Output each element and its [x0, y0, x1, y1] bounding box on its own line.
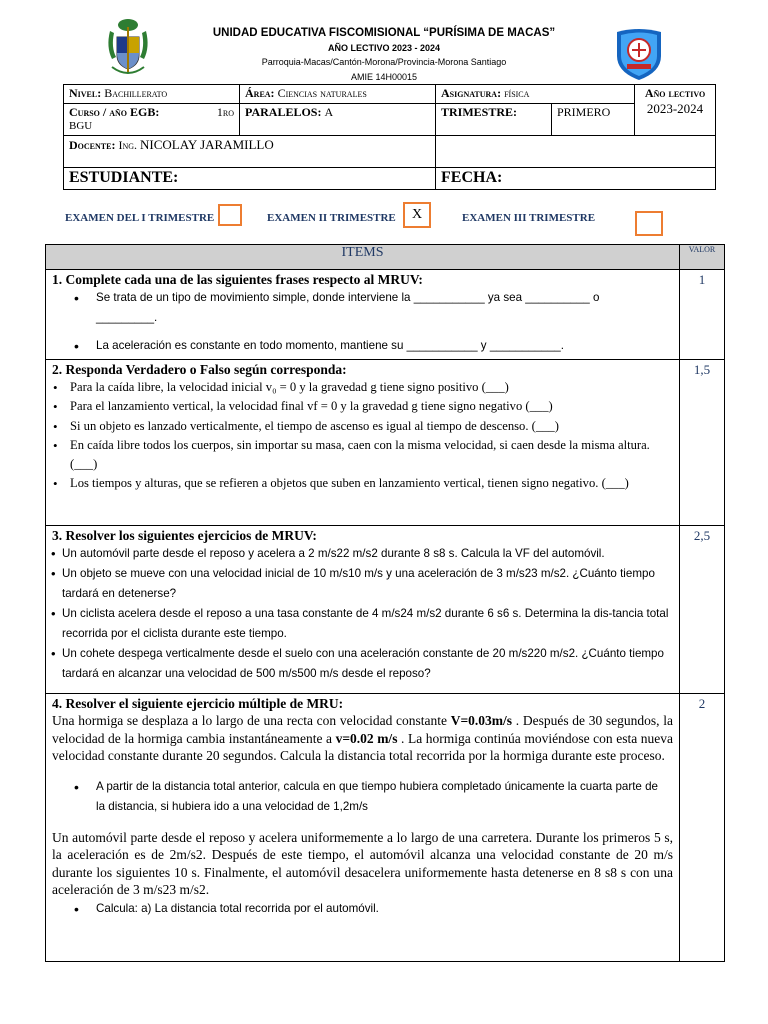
docente-cell: Docente: Ing. NICOLAY JARAMILLO	[64, 136, 436, 168]
anio-lectivo-cell: Año lectivo 2023-2024	[635, 85, 716, 136]
list-item: • Un automóvil parte desde el reposo y acelera a 2 m/s22 m/s2 durante 8 s8 s. Calcula la VF del automóvil.	[46, 544, 679, 564]
paralelos-cell: PARALELOS: A	[240, 104, 436, 136]
list-item: • Un ciclista acelera desde el reposo a una tasa constante de 4 m/s24 m/s2 durante 6 s6 s. Determina la dis-tancia total recorrida por el ciclista durante este tiempo.	[46, 604, 679, 644]
question-3	[46, 526, 680, 694]
school-year: AÑO LECTIVO 2023 - 2024	[327, 43, 441, 53]
question-title: 2. Responda Verdadero o Falso según corresponda:	[52, 362, 347, 377]
exam-iii-checkbox[interactable]	[635, 211, 663, 236]
list-item: • Calcula: a) La distancia total recorrida por el automóvil.	[46, 899, 679, 919]
list-item: • Un objeto se mueve con una velocidad inicial de 10 m/s10 m/s y una aceleración de 3 m/s23 m/s2. ¿Cuánto tiempo tardará en detenerse?	[46, 564, 679, 604]
list-item: • En caída libre todos los cuerpos, sin importar su masa, caen con la misma velocidad, si caen desde la misma altura. (___)	[46, 436, 679, 475]
question-title: 4. Resolver el siguiente ejercicio múltiple de MRU:	[52, 696, 344, 711]
list-item: • Para la caída libre, la velocidad inicial v₀ = 0 y la gravedad g tiene signo positivo (___)	[46, 378, 679, 397]
trimestre-label-cell: TRIMESTRE:	[436, 104, 552, 136]
area-cell: Área: Ciencias naturales	[240, 85, 436, 104]
list-item: • Se trata de un tipo de movimiento simple, donde interviene la ___________ ya sea __________ o _________.	[46, 288, 679, 328]
question-1	[46, 270, 680, 360]
list-item: • Un cohete despega verticalmente desde el suelo con una aceleración constante de 20 m/s220 m/s2. ¿Cuánto tiempo tardará en alcanzar una velocidad de 500 m/s500 m/s desde el reposo?	[46, 644, 679, 684]
car-problem-paragraph: Un automóvil parte desde el reposo y acelera uniformemente a lo largo de una carretera. Durante los primeros 5 s, la aceleración es de 2m/s2. Después de este tiempo, el automóvil alcanza una velocidad constante de 20 m/s durante los siguientes 10 s. Finalmente, el automóvil desacelera uniformemente hasta detenerse en 8 s8 s con una aceleración de 3 m/s23 m/s2.	[52, 829, 673, 897]
question-value: 2	[680, 694, 725, 962]
list-item: • A partir de la distancia total anterior, calcula en que tiempo hubiera completado únicamente la cuarta parte de la distancia, si hubiera ido a una velocidad de 1,2m/s	[46, 777, 679, 817]
exam-ii-label: EXAMEN II TRIMESTRE	[267, 212, 396, 224]
question-row	[46, 526, 725, 694]
exam-iii-label: EXAMEN III TRIMESTRE	[462, 212, 596, 224]
items-header: ITEMS	[46, 245, 680, 270]
school-emblem-logo	[613, 26, 665, 81]
list-item: • Para el lanzamiento vertical, la velocidad final vf = 0 y la gravedad g tiene signo negativo (___)	[46, 397, 679, 416]
list-item: • La aceleración es constante en todo momento, mantiene su ___________ y ___________.	[46, 336, 679, 356]
question-title: 3. Resolver los siguientes ejercicios de MRUV:	[52, 528, 317, 543]
trimestre-value-cell: PRIMERO	[552, 104, 635, 136]
ant-problem-paragraph: Una hormiga se desplaza a lo largo de una recta con velocidad constante V=0.03m/s . Después de 30 segundos, la velocidad de la hormiga cambia instantáneamente a v=0.02 m/s . La hormiga continúa moviéndose con esta nueva velocidad constante durante 20 segundos. Calcula la distancia total recorrida por la hormiga durante este proceso.	[52, 713, 674, 763]
question-row	[46, 270, 725, 360]
question-row	[46, 360, 725, 526]
valor-header: VALOR	[680, 245, 725, 270]
exam-ii-checkbox[interactable]: X	[403, 202, 431, 228]
list-item: • Si un objeto es lanzado verticalmente, el tiempo de ascenso es igual al tiempo de descenso. (___)	[46, 417, 679, 436]
asignatura-cell: Asignatura: física	[436, 85, 635, 104]
exam-selector-row	[0, 208, 768, 238]
question-4	[46, 694, 680, 962]
institution-name: UNIDAD EDUCATIVA FISCOMISIONAL “PURÍSIMA DE MACAS”	[212, 27, 556, 39]
student-info-table	[63, 84, 716, 190]
list-item: • Los tiempos y alturas, que se refieren a objetos que suben en lanzamiento vertical, tienen signo negativo. (___)	[46, 474, 679, 493]
curso-cell: Curso / año EGB: 1ro BGU	[64, 104, 240, 136]
question-title: 1. Complete cada una de las siguientes frases respecto al MRUV:	[52, 272, 423, 287]
question-value: 2,5	[680, 526, 725, 694]
docente-blank-cell	[436, 136, 716, 168]
exam-i-label: EXAMEN DEL I TRIMESTRE	[65, 212, 215, 224]
nivel-cell: Nivel: Bachillerato	[64, 85, 240, 104]
fecha-cell[interactable]: FECHA:	[436, 168, 716, 190]
exam-i-checkbox[interactable]	[218, 204, 242, 226]
question-row	[46, 694, 725, 962]
question-value: 1	[680, 270, 725, 360]
question-value: 1,5	[680, 360, 725, 526]
items-table	[45, 244, 725, 962]
school-location: Parroquia-Macas/Cantón-Morona/Provincia-Morona Santiago	[261, 57, 507, 67]
estudiante-cell[interactable]: ESTUDIANTE:	[64, 168, 436, 190]
amie-code: AMIE 14H00015	[350, 72, 418, 82]
question-2	[46, 360, 680, 526]
